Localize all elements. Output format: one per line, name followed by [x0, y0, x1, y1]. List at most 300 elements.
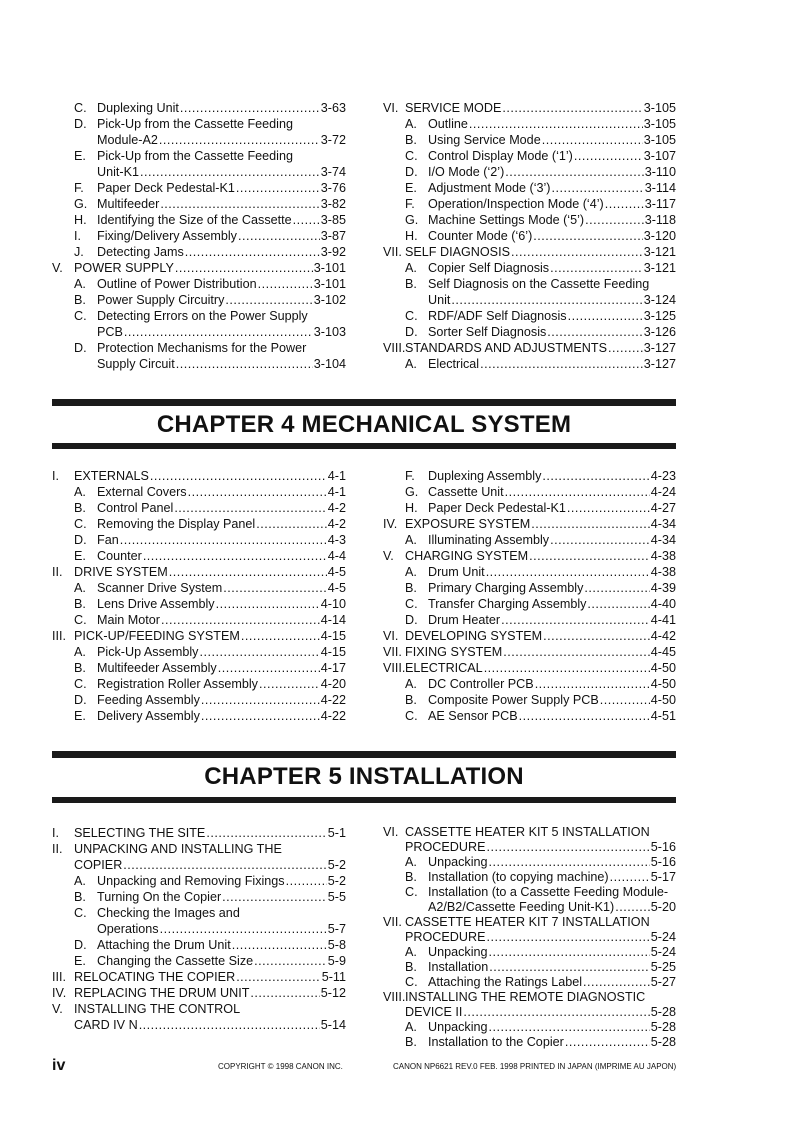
toc-entry-title: Electrical	[428, 357, 480, 371]
toc-entry	[383, 260, 676, 276]
toc-entry-title: Composite Power Supply PCB	[428, 693, 599, 707]
toc-leader-dots	[489, 944, 650, 960]
toc-entry	[52, 340, 346, 356]
toc-entry-title: Removing the Display Panel	[97, 517, 256, 531]
toc-leader-dots	[159, 132, 320, 148]
toc-entry-title: DEVELOPING SYSTEM	[405, 629, 543, 643]
toc-entry-title: Duplexing Unit	[97, 101, 179, 115]
toc-entry	[383, 1019, 676, 1035]
toc-leader-dots	[600, 692, 650, 708]
toc-entry-title: DEVICE II	[405, 1005, 463, 1019]
toc-entry-label: C.	[405, 709, 418, 723]
toc-entry-title: Copier Self Diagnosis	[428, 261, 550, 275]
toc-entry-page: 4-38	[650, 549, 676, 563]
chapter5-bottom-rule	[52, 797, 676, 803]
toc-entry-page: 3-126	[643, 325, 676, 339]
toc-entry-title: Adjustment Mode (‘3’)	[428, 181, 551, 195]
toc-entry-title: Paper Deck Pedestal-K1	[97, 181, 235, 195]
toc-leader-dots	[258, 276, 313, 292]
toc-leader-dots	[547, 324, 642, 340]
toc-entry-page: 5-17	[650, 870, 676, 884]
toc-entry-page: 4-22	[320, 693, 346, 707]
toc-entry-label: H.	[405, 229, 418, 243]
toc-entry-page: 4-23	[650, 469, 676, 483]
toc-leader-dots	[241, 628, 320, 644]
toc-leader-dots	[486, 839, 649, 855]
toc-leader-dots	[259, 676, 320, 692]
toc-entry	[383, 212, 676, 228]
toc-leader-dots	[254, 953, 327, 969]
toc-entry-label: C.	[405, 309, 418, 323]
toc-entry	[383, 974, 676, 990]
toc-entry-title: Installation (to copying machine)	[428, 870, 609, 884]
toc-leader-dots	[489, 854, 650, 870]
toc-entry-page: 3-117	[644, 197, 676, 211]
toc-entry-page: 4-38	[650, 565, 676, 579]
toc-entry-label: B.	[74, 501, 86, 515]
chapter5-top-rule	[52, 751, 676, 758]
toc-entry-label: B.	[74, 890, 86, 904]
toc-entry-label: B.	[74, 293, 86, 307]
toc-leader-dots	[533, 228, 642, 244]
toc-entry-title: RDF/ADF Self Diagnosis	[428, 309, 567, 323]
toc-leader-dots	[123, 857, 327, 873]
toc-entry-label: G.	[405, 485, 419, 499]
toc-leader-dots	[605, 196, 644, 212]
toc-entry-label: B.	[74, 597, 86, 611]
toc-entry-page: 5-8	[327, 938, 346, 952]
toc-entry-label: II.	[52, 565, 63, 579]
toc-entry	[383, 708, 676, 724]
toc-entry-page: 5-2	[327, 858, 346, 872]
toc-entry	[52, 468, 346, 484]
toc-entry-label: A.	[74, 645, 86, 659]
toc-leader-dots	[169, 564, 327, 580]
toc-leader-dots	[174, 500, 326, 516]
toc-entry-page: 3-104	[313, 357, 346, 371]
toc-entry-label: C.	[74, 906, 87, 920]
toc-entry-page: 3-82	[320, 197, 346, 211]
toc-entry-page: 4-1	[327, 469, 346, 483]
toc-entry-title: Pick-Up from the Cassette Feeding	[97, 149, 293, 163]
toc-leader-dots	[511, 244, 643, 260]
toc-leader-dots	[175, 260, 313, 276]
toc-entry-page: 5-14	[320, 1018, 346, 1032]
toc-leader-dots	[180, 100, 320, 116]
toc-entry-title: ELECTRICAL	[405, 661, 483, 675]
toc-leader-dots	[542, 132, 643, 148]
toc-entry	[52, 532, 346, 548]
toc-entry	[383, 196, 676, 212]
toc-entry-page: 3-101	[313, 277, 346, 291]
toc-entry	[52, 500, 346, 516]
toc-entry	[383, 548, 676, 564]
toc-leader-dots	[502, 100, 642, 116]
toc-entry-label: C.	[74, 101, 87, 115]
toc-entry-label: VI.	[383, 629, 399, 643]
toc-leader-dots	[199, 644, 319, 660]
toc-entry-page: 4-2	[327, 517, 346, 531]
toc-leader-dots	[608, 340, 643, 356]
toc-entry-title: Transfer Charging Assembly	[428, 597, 587, 611]
toc-entry-label: B.	[405, 133, 417, 147]
toc-entry-label: A.	[74, 874, 86, 888]
toc-leader-dots	[535, 676, 650, 692]
toc-entry-page: 3-127	[643, 357, 676, 371]
toc-entry-title: Outline of Power Distribution	[97, 277, 257, 291]
toc-entry	[383, 308, 676, 324]
toc-leader-dots	[160, 921, 327, 937]
toc-entry-label: D.	[74, 341, 87, 355]
chapter4-title: CHAPTER 4 MECHANICAL SYSTEM	[156, 411, 572, 438]
toc-entry	[52, 244, 346, 260]
toc-entry-title: CASSETTE HEATER KIT 7 INSTALLATION	[405, 915, 650, 929]
toc-entry-label: D.	[74, 117, 87, 131]
toc-entry-label: A.	[74, 581, 86, 595]
toc-entry	[52, 516, 346, 532]
toc-leader-dots	[501, 612, 650, 628]
toc-entry	[52, 356, 346, 372]
toc-entry-label: A.	[405, 117, 417, 131]
toc-entry-page: 5-20	[650, 900, 676, 914]
toc-entry	[52, 324, 346, 340]
toc-entry-title: Installation (to a Cassette Feeding Module-	[428, 885, 669, 899]
toc-entry-page: 3-105	[643, 117, 676, 131]
toc-entry-label: IV.	[52, 986, 67, 1000]
toc-entry-page: 4-50	[650, 693, 676, 707]
toc-entry-title: INSTALLING THE REMOTE DIAGNOSTIC	[405, 990, 646, 1004]
toc-entry-label: J.	[74, 245, 84, 259]
toc-entry-page: 3-103	[313, 325, 346, 339]
toc-entry-label: B.	[405, 870, 417, 884]
toc-entry-label: II.	[52, 842, 63, 856]
toc-entry-page: 5-9	[327, 954, 346, 968]
toc-entry-title: DRIVE SYSTEM	[74, 565, 168, 579]
toc-entry	[383, 899, 676, 915]
toc-entry-label: C.	[405, 597, 418, 611]
toc-leader-dots	[463, 1004, 649, 1020]
toc-entry-title: Fixing/Delivery Assembly	[97, 229, 237, 243]
toc-entry-label: C.	[74, 613, 87, 627]
toc-entry	[52, 148, 346, 164]
toc-entry-label: F.	[74, 181, 84, 195]
toc-entry-title: CASSETTE HEATER KIT 5 INSTALLATION	[405, 825, 650, 839]
toc-entry	[383, 628, 676, 644]
toc-entry-label: C.	[405, 885, 418, 899]
toc-leader-dots	[222, 889, 327, 905]
toc-entry-label: A.	[405, 261, 417, 275]
toc-entry-title: CARD IV N	[74, 1018, 138, 1032]
toc-entry	[52, 825, 346, 841]
toc-entry-page: 4-51	[650, 709, 676, 723]
toc-leader-dots	[584, 580, 649, 596]
chapter4-top-rule	[52, 399, 676, 406]
toc-entry-page: 5-11	[321, 970, 346, 984]
toc-leader-dots	[615, 899, 650, 915]
toc-entry-label: VII.	[383, 245, 402, 259]
toc-entry-page: 4-34	[650, 533, 676, 547]
toc-entry-label: E.	[74, 149, 86, 163]
toc-entry-label: H.	[74, 213, 87, 227]
toc-entry-label: B.	[405, 1035, 417, 1049]
toc-entry-label: VI.	[383, 825, 399, 839]
toc-entry	[383, 914, 676, 930]
toc-entry-title: COPIER	[74, 858, 123, 872]
toc-entry	[52, 889, 346, 905]
toc-entry-page: 4-27	[650, 501, 676, 515]
toc-entry	[383, 676, 676, 692]
toc-entry-label: I.	[52, 826, 59, 840]
toc-entry-title: INSTALLING THE CONTROL	[74, 1002, 241, 1016]
toc-entry	[383, 596, 676, 612]
toc-entry	[52, 260, 346, 276]
toc-entry-label: III.	[52, 629, 66, 643]
toc-entry-label: E.	[74, 549, 86, 563]
toc-entry-page: 5-1	[327, 826, 346, 840]
toc-entry	[383, 580, 676, 596]
toc-entry	[52, 292, 346, 308]
toc-entry-page: 4-3	[327, 533, 346, 547]
toc-leader-dots	[503, 644, 650, 660]
toc-entry-label: D.	[74, 693, 87, 707]
toc-entry-label: VI.	[383, 101, 399, 115]
toc-entry-page: 3-72	[320, 133, 346, 147]
toc-entry-title: CHARGING SYSTEM	[405, 549, 529, 563]
toc-entry-title: Main Motor	[97, 613, 160, 627]
toc-entry-title: Feeding Assembly	[97, 693, 200, 707]
toc-entry	[52, 969, 346, 985]
toc-leader-dots	[489, 1019, 650, 1035]
toc-leader-dots	[160, 196, 319, 212]
toc-entry-page: 3-92	[320, 245, 346, 259]
toc-leader-dots	[531, 516, 650, 532]
toc-entry-title: Module-A2	[97, 133, 158, 147]
toc-entry-title: Unpacking	[428, 1020, 488, 1034]
toc-entry-page: 4-45	[650, 645, 676, 659]
toc-entry	[383, 116, 676, 132]
toc-entry	[52, 612, 346, 628]
toc-leader-dots	[250, 985, 319, 1001]
toc-entry	[52, 596, 346, 612]
toc-entry-title: Outline	[428, 117, 468, 131]
toc-leader-dots	[567, 500, 650, 516]
toc-entry-title: Paper Deck Pedestal-K1	[428, 501, 566, 515]
toc-entry-title: Multifeeder	[97, 197, 160, 211]
toc-entry-label: A.	[405, 945, 417, 959]
toc-entry-title: Using Service Mode	[428, 133, 541, 147]
toc-entry-label: A.	[405, 357, 417, 371]
toc-entry	[52, 660, 346, 676]
toc-entry-page: 3-125	[643, 309, 676, 323]
toc-leader-dots	[140, 164, 320, 180]
toc-entry	[52, 164, 346, 180]
toc-entry-page: 3-121	[643, 261, 676, 275]
toc-entry-page: 4-4	[327, 549, 346, 563]
toc-entry-label: D.	[405, 613, 418, 627]
toc-entry-label: V.	[52, 1002, 63, 1016]
toc-leader-dots	[587, 596, 649, 612]
toc-entry-title: Pick-Up Assembly	[97, 645, 199, 659]
toc-entry-title: Operation/Inspection Mode (‘4’)	[428, 197, 604, 211]
toc-entry-page: 4-15	[320, 645, 346, 659]
toc-leader-dots	[223, 580, 327, 596]
toc-entry	[383, 180, 676, 196]
toc-entry-title: SELF DIAGNOSIS	[405, 245, 510, 259]
toc-entry-title: A2/B2/Cassette Feeding Unit-K1)	[428, 900, 615, 914]
toc-leader-dots	[543, 628, 650, 644]
toc-entry-page: 5-25	[650, 960, 676, 974]
toc-leader-dots	[225, 292, 312, 308]
toc-entry-title: REPLACING THE DRUM UNIT	[74, 986, 250, 1000]
toc-entry-page: 3-110	[644, 165, 676, 179]
toc-leader-dots	[293, 212, 320, 228]
toc-entry-page: 4-39	[650, 581, 676, 595]
toc-leader-dots	[236, 180, 320, 196]
toc-leader-dots	[583, 974, 650, 990]
toc-leader-dots	[505, 164, 643, 180]
toc-leader-dots	[486, 929, 649, 945]
toc-entry-title: Protection Mechanisms for the Power	[97, 341, 307, 355]
toc-entry-label: B.	[405, 693, 417, 707]
toc-leader-dots	[201, 708, 320, 724]
toc-entry-label: D.	[405, 325, 418, 339]
toc-entry-page: 3-101	[313, 261, 346, 275]
toc-entry-page: 3-107	[643, 149, 676, 163]
toc-entry	[52, 132, 346, 148]
toc-entry-label: III.	[52, 970, 66, 984]
toc-entry	[52, 1001, 346, 1017]
toc-entry-page: 4-10	[320, 597, 346, 611]
toc-entry-title: Detecting Errors on the Power Supply	[97, 309, 308, 323]
toc-entry	[52, 905, 346, 921]
toc-entry-label: VII.	[383, 645, 402, 659]
toc-entry	[52, 628, 346, 644]
toc-entry-page: 3-124	[643, 293, 676, 307]
toc-entry-page: 5-24	[650, 945, 676, 959]
toc-entry	[383, 516, 676, 532]
toc-leader-dots	[542, 468, 649, 484]
toc-entry-title: Installation to the Copier	[428, 1035, 564, 1049]
toc-leader-dots	[161, 612, 320, 628]
toc-entry	[52, 100, 346, 116]
toc-entry-label: V.	[383, 549, 394, 563]
toc-entry-title: Illuminating Assembly	[428, 533, 550, 547]
toc-entry	[52, 564, 346, 580]
toc-entry-title: Control Display Mode (‘1’)	[428, 149, 573, 163]
toc-entry-page: 3-105	[643, 133, 676, 147]
page-number: iv	[52, 1057, 66, 1074]
toc-leader-dots	[206, 825, 326, 841]
toc-leader-dots	[519, 708, 650, 724]
toc-entry-label: G.	[74, 197, 88, 211]
toc-entry-title: STANDARDS AND ADJUSTMENTS	[405, 341, 607, 355]
toc-entry-page: 5-28	[650, 1020, 676, 1034]
toc-entry-title: Operations	[97, 922, 159, 936]
chapter5-title: CHAPTER 5 INSTALLATION	[204, 763, 524, 790]
toc-entry-page: 3-87	[320, 229, 346, 243]
toc-entry	[383, 929, 676, 945]
toc-entry-page: 4-40	[650, 597, 676, 611]
toc-entry-page: 5-28	[650, 1005, 676, 1019]
toc-entry-title: Installation	[428, 960, 489, 974]
toc-entry-page: 5-12	[320, 986, 346, 1000]
toc-entry-label: A.	[405, 1020, 417, 1034]
toc-entry-page: 3-121	[643, 245, 676, 259]
toc-entry-page: 4-5	[327, 581, 346, 595]
toc-leader-dots	[124, 324, 313, 340]
toc-leader-dots	[286, 873, 327, 889]
toc-entry-title: Registration Roller Assembly	[97, 677, 258, 691]
toc-entry-label: D.	[74, 938, 87, 952]
toc-entry	[52, 548, 346, 564]
toc-entry-label: I.	[74, 229, 81, 243]
toc-entry-label: F.	[405, 197, 415, 211]
toc-entry-title: Pick-Up from the Cassette Feeding	[97, 117, 293, 131]
toc-entry	[52, 676, 346, 692]
toc-entry	[383, 839, 676, 855]
toc-entry-label: V.	[52, 261, 63, 275]
toc-entry-title: Unpacking	[428, 855, 488, 869]
toc-entry	[383, 292, 676, 308]
toc-leader-dots	[489, 959, 650, 975]
toc-entry	[383, 500, 676, 516]
toc-entry-page: 4-22	[320, 709, 346, 723]
toc-leader-dots	[480, 356, 643, 372]
toc-entry	[52, 180, 346, 196]
toc-entry-page: 4-50	[650, 677, 676, 691]
toc-entry-page: 4-17	[320, 661, 346, 675]
toc-leader-dots	[469, 116, 643, 132]
toc-entry-label: B.	[405, 277, 417, 291]
toc-entry	[52, 308, 346, 324]
toc-leader-dots	[451, 292, 642, 308]
toc-entry	[383, 324, 676, 340]
toc-entry	[383, 989, 676, 1005]
toc-entry-title: FIXING SYSTEM	[405, 645, 503, 659]
toc-entry-page: 4-15	[320, 629, 346, 643]
toc-entry-title: Counter Mode (‘6’)	[428, 229, 533, 243]
toc-entry-label: B.	[74, 661, 86, 675]
footer-document-info: CANON NP6621 REV.0 FEB. 1998 PRINTED IN JAPAN (IMPRIME AU JAPON)	[393, 1062, 677, 1071]
toc-entry	[52, 985, 346, 1001]
toc-entry-title: RELOCATING THE COPIER	[74, 970, 236, 984]
toc-entry	[383, 564, 676, 580]
toc-entry	[383, 884, 676, 900]
toc-leader-dots	[150, 468, 327, 484]
toc-entry-title: EXPOSURE SYSTEM	[405, 517, 531, 531]
toc-entry-title: Primary Charging Assembly	[428, 581, 584, 595]
toc-entry-title: Delivery Assembly	[97, 709, 200, 723]
toc-entry-label: A.	[74, 277, 86, 291]
toc-entry-label: VIII.	[383, 341, 406, 355]
toc-entry-page: 4-14	[320, 613, 346, 627]
toc-entry-page: 4-5	[327, 565, 346, 579]
toc-entry-page: 3-105	[643, 101, 676, 115]
toc-entry-title: SERVICE MODE	[405, 101, 502, 115]
toc-entry	[383, 824, 676, 840]
toc-entry	[52, 692, 346, 708]
toc-entry-title: Duplexing Assembly	[428, 469, 542, 483]
toc-leader-dots	[568, 308, 643, 324]
toc-entry-title: Turning On the Copier	[97, 890, 222, 904]
toc-entry-page: 4-2	[327, 501, 346, 515]
toc-entry	[383, 100, 676, 116]
toc-entry-title: Cassette Unit	[428, 485, 504, 499]
toc-entry-title: EXTERNALS	[74, 469, 149, 483]
toc-entry-label: VIII.	[383, 990, 406, 1004]
toc-entry-label: VIII.	[383, 661, 406, 675]
toc-leader-dots	[120, 532, 327, 548]
